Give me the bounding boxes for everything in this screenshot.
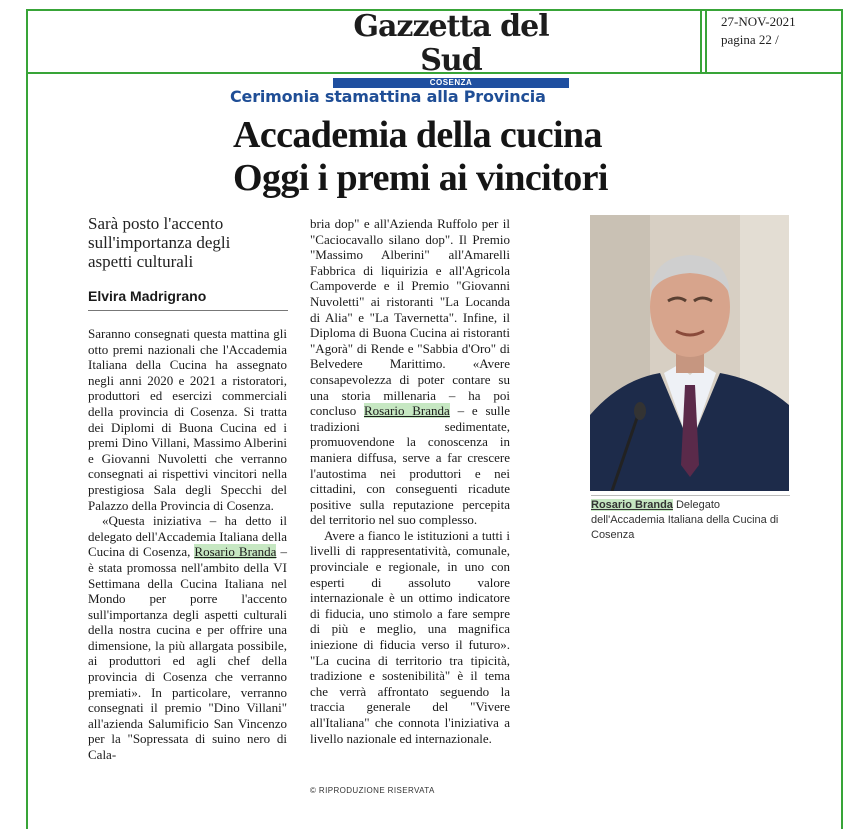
article-author: Elvira Madrigrano bbox=[88, 288, 207, 304]
article-headline bbox=[233, 114, 653, 200]
masthead-name: Gazzetta del Sud bbox=[353, 9, 549, 78]
paragraph: Saranno consegnati questa mattina gli otto premi nazionali che l'Accademia Italiana della Cucina ha assegnato negli anni 2020 e 2021 a ristoratori, produttori ed esercizi commerciali della provincia di Cosenza. Si tratta dei Diplomi di Buona Cucina ed i premi Dino Villani, Massimo Alberini e Giovanni Nuvoletti che verranno consegnati ai rispettivi vincitori nella prestigiosa Sala degli Specchi del Palazzo della Provincia di Cosenza. bbox=[88, 326, 287, 513]
caption-divider bbox=[591, 495, 790, 496]
masthead-logo bbox=[332, 10, 570, 88]
article-kicker: Cerimonia stamattina alla Provincia bbox=[230, 87, 546, 106]
page-number: pagina 22 / bbox=[721, 32, 779, 47]
portrait-illustration bbox=[590, 215, 789, 491]
article-subhead: Sarà posto l'accento sull'importanza degli aspetti culturali bbox=[88, 214, 231, 271]
highlighted-name: Rosario Branda bbox=[194, 544, 277, 560]
caption-text: Delegato dell'Accademia Italiana della Cucina di Cosenza bbox=[591, 499, 779, 541]
caption-name: Rosario Branda bbox=[591, 499, 673, 511]
text-run: – è stata promossa nell'ambito della VI Settimana della Cucina Italiana nel Mondo per porre l'accento sull'importanza degli aspetti culturali della nostra cucina e per offrire una dimensione, la più allargata possibile, ai produttori ed agli chef della provincia di Cosenza che verranno premiati». In particolare, verranno consegnati il premio "Dino Villani" all'azienda Salumificio San Vincenzo per la "Sopressata di suino nero di Cala- bbox=[88, 544, 288, 763]
header-divider-vertical-2 bbox=[705, 9, 707, 72]
copyright-notice: © RIPRODUZIONE RISERVATA bbox=[310, 786, 435, 795]
portrait-photo bbox=[590, 215, 789, 491]
paragraph: Avere a fianco le istituzioni a tutti i livelli di rappresentatività, comunale, provinciale e regionale, in uno con esperti di assoluto valore internazionale è un ottimo indicatore di fiducia, uno stimolo a fare sempre di più e meglio, una magnifica iniezione di fiducia verso il futuro». "La cucina di territorio tra tipicità, tradizione e sostenibilità" è il tema che verrà affrontato seguendo la traccia generale del "Vivere all'Italiana" che connota l'iniziativa a livello nazionale ed internazionale. bbox=[310, 527, 510, 746]
text-run: «Questa iniziativa – ha detto il delegato dell'Accademia Italiana della Cucina di Cosenza, bbox=[88, 513, 287, 560]
text-run: – e sulle tradizioni sedimentate, promuovendone la conoscenza in maniera diffusa, serve a far crescere l'autostima nei produttori e nei cittadini, con conseguenti ricadute positive sulla reputazione percepita del territorio nel suo complesso. bbox=[310, 403, 511, 528]
highlighted-name: Rosario Branda bbox=[364, 403, 450, 419]
header-divider-vertical bbox=[700, 9, 702, 72]
paragraph bbox=[88, 513, 287, 763]
paragraph bbox=[310, 216, 510, 528]
author-divider bbox=[88, 310, 288, 311]
article-column-1 bbox=[88, 326, 287, 763]
masthead-edition: COSENZA bbox=[333, 78, 569, 88]
headline-line-2: Oggi i premi ai vincitori bbox=[233, 157, 608, 199]
photo-caption bbox=[591, 498, 796, 543]
headline-line-1: Accademia della cucina bbox=[233, 114, 602, 156]
issue-info bbox=[721, 13, 796, 49]
issue-date: 27-NOV-2021 bbox=[721, 14, 796, 29]
text-run: bria dop" e all'Azienda Ruffolo per il "Caciocavallo silano dop". Il Premio "Massimo Alberini" all'Amarelli Fabbrica di liquirizia e all'Agricola Campoverde e il Premio "Giovanni Nuvoletti" ai ristoranti "La Locanda di Alia" e "La Tavernetta". Infine, il Diploma di Buona Cucina ai ristoranti "Agorà" di Rende e "Sabbia d'Oro" di Belvedere Marittimo. «Avere consapevolezza di poter contare su una storia millenaria – ha poi concluso bbox=[310, 216, 510, 419]
article-column-2 bbox=[310, 216, 510, 746]
